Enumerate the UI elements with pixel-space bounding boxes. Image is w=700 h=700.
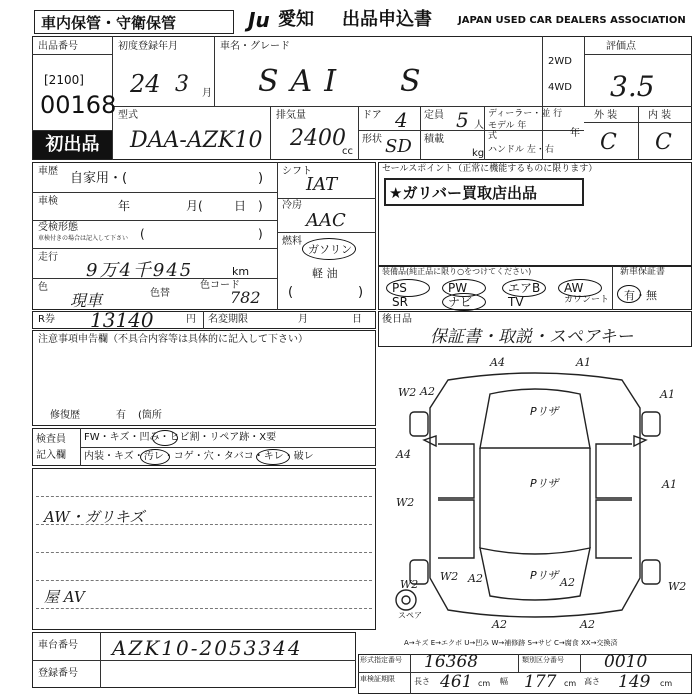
lot-label: 出品番号: [38, 41, 78, 52]
doors: 4: [395, 108, 408, 132]
inspection-year-unit: 年: [118, 199, 131, 213]
inspection-label: 車検: [38, 196, 58, 207]
damage-mark: A2: [420, 385, 435, 398]
model-year-label: モデル 年式: [488, 121, 527, 141]
inspection-close: ): [258, 199, 263, 213]
capacity-unit: 人: [474, 120, 484, 131]
vehicle-name-label: 車名・グレード: [220, 41, 290, 52]
first-reg-month: 3: [175, 72, 189, 97]
spec-type-label: 形式指定番号: [360, 656, 402, 664]
warranty-label: 新車保証書: [620, 267, 666, 277]
equipment-item: PW: [448, 281, 468, 295]
spec-dims-label: 車検証期限: [360, 675, 395, 683]
spec-width-label: 幅: [500, 677, 508, 686]
shape-label: 形状: [362, 134, 382, 145]
displacement-unit: cc: [342, 146, 353, 157]
diagram-spare-label: スペア: [398, 611, 422, 620]
association-name: JAPAN USED CAR DEALERS ASSOCIATION: [458, 15, 686, 26]
diagram-panel-note-1: Pリザ: [530, 405, 559, 418]
damage-mark: A4: [396, 448, 411, 461]
equipment-label: 装備品(純正品に限り○をつけてください): [382, 267, 532, 276]
lot-number: 00168: [40, 91, 117, 119]
deadline-month-unit: 月: [298, 314, 308, 325]
color-change-label: 色替: [150, 288, 170, 299]
grade-label: 評価点: [606, 41, 636, 52]
damage-mark: W2: [400, 578, 419, 591]
shape: SD: [385, 136, 412, 157]
inspector-row-2: 内装・キズ・汚レ・コゲ・穴・タバコ・キレ・破レ: [84, 451, 314, 462]
grade-interior-label: 内 装: [648, 110, 672, 121]
tobacco-circle: [256, 449, 290, 465]
spec-height-label: 高さ: [584, 677, 600, 686]
damage-mark: A2: [580, 618, 595, 631]
sales-point-banner: ★ガリバー買取店出品: [389, 184, 537, 202]
fuel-label: 燃料: [282, 236, 302, 247]
damage-mark: A2: [560, 576, 575, 589]
inspection-month-unit: 月(: [186, 199, 203, 213]
equipment-item: カワンート: [564, 295, 610, 305]
load-label: 積載: [424, 134, 444, 145]
inspector-label-1: 検査員: [36, 434, 66, 445]
damage-mark: A2: [492, 618, 507, 631]
damage-mark: A1: [662, 478, 677, 491]
capacity: 5: [456, 108, 469, 132]
deadline-day-unit: 日: [352, 314, 362, 325]
damage-mark: W2: [440, 570, 459, 583]
displacement-label: 排気量: [276, 110, 306, 121]
lot-session: [2100]: [44, 73, 84, 87]
first-reg-year: 24: [130, 70, 161, 98]
fuel-paren-close: ): [358, 285, 364, 300]
dent-circle: [152, 430, 178, 446]
spec-width-unit: cm: [564, 679, 577, 688]
deadline-label: 名変期限: [208, 314, 248, 325]
stain-circle: [140, 449, 170, 465]
first-listing-badge: 初出品: [33, 131, 112, 159]
equipment-item: ナビ: [448, 295, 473, 309]
color-code: 782: [230, 288, 261, 307]
ju-logo: Ju: [248, 8, 270, 32]
sales-point-banner-box: [384, 178, 584, 206]
accept-note: 車検付きの場合は記入して下さい: [38, 235, 129, 242]
spec-length: 461: [440, 672, 473, 692]
first-reg-label: 初度登録年月: [118, 41, 178, 52]
equipment-item: AW: [564, 281, 584, 295]
usage-label: 車歴: [38, 166, 58, 177]
spec-height: 149: [618, 672, 651, 692]
shift-value: IAT: [306, 174, 338, 195]
vehicle-name: SAI: [258, 64, 349, 99]
capacity-label: 定員: [424, 110, 444, 121]
remark-1: AW・ガリキズ: [44, 508, 145, 526]
ac-label: 冷房: [282, 200, 302, 211]
recycle-value: 13140: [90, 308, 154, 332]
inspection-day-unit: 日: [234, 199, 247, 213]
diagram-panel-note-2: Pリザ: [530, 477, 559, 490]
color-label: 色: [38, 282, 48, 293]
mileage-value: 9万4千945: [86, 260, 194, 281]
equipment-item: エアB: [508, 281, 541, 295]
mileage-label: 走行: [38, 252, 58, 263]
load-unit: kg: [472, 148, 485, 159]
brand-name: 愛知: [278, 9, 314, 30]
inspector-row-1: FW・キズ・凹み・ヒビ割・リペア跡・X要: [84, 432, 277, 443]
handle-label: ハンドル 左・右: [488, 145, 554, 155]
diagram-legend: A→キズ E→エクボ U→凹み W→補修跡 S→サビ C→腐食 XX→交換済: [404, 639, 618, 647]
vehicle-grade: S: [400, 64, 421, 99]
grade-exterior-label: 外 装: [594, 110, 618, 121]
recycle-label: R券: [38, 314, 55, 325]
equipment-item: SR: [392, 295, 408, 309]
spec-length-label: 長さ: [414, 677, 430, 686]
damage-mark: A1: [576, 356, 591, 369]
color-code-label: 色コード: [200, 280, 240, 291]
accept-close: ): [258, 227, 263, 241]
model-code: DAA-AZK10: [130, 128, 263, 153]
drive-2wd: 2WD: [548, 56, 572, 67]
accept-label: 受検形態: [38, 222, 78, 233]
ac-value: AAC: [306, 210, 346, 231]
spec-length-unit: cm: [478, 679, 491, 688]
spec-width: 177: [524, 672, 557, 692]
first-reg-month-unit: 月: [202, 88, 212, 99]
doors-label: ドア: [362, 110, 382, 121]
recycle-row: [32, 311, 376, 329]
notes-label: 注意事項申告欄（不具合内容等は具体的に記入して下さい）: [38, 334, 308, 345]
mileage-unit: km: [232, 265, 250, 278]
color-value: 現車: [70, 291, 103, 310]
displacement: 2400: [290, 126, 346, 151]
usage-value: 自家用・(: [70, 171, 128, 186]
spec-class: 0010: [604, 652, 648, 672]
storage-label: 車内保管・守衛保管: [41, 14, 177, 32]
dealer-label: ディーラー・並 行: [488, 109, 563, 119]
storage-label-box: [34, 10, 234, 34]
spec-type: 16368: [424, 652, 479, 672]
plate-label: 登録番号: [38, 668, 78, 679]
post-items-label: 後日品: [382, 314, 412, 325]
damage-mark: W2: [668, 580, 687, 593]
grade-score: 3.5: [610, 70, 655, 103]
sales-point-label: セールスポイント（正常に機能するものに限ります）: [382, 164, 598, 174]
warranty-value: 有・無: [624, 289, 657, 302]
damage-mark: W2: [398, 386, 417, 399]
diagram-panel-note-3: Pリザ: [530, 569, 559, 582]
warranty-circle: [617, 285, 641, 303]
damage-mark: A2: [468, 572, 483, 585]
spec-class-label: 類別区分番号: [522, 656, 564, 664]
fuel-petrol: ガソリン: [308, 243, 352, 256]
damage-mark: A1: [660, 388, 675, 401]
fuel-diesel: 軽 油: [312, 267, 338, 280]
repair-place: (箇所: [138, 410, 162, 421]
grade-exterior: C: [600, 130, 617, 155]
repair-have: 有: [116, 410, 126, 421]
model-year-unit: 年: [570, 128, 580, 139]
grade-interior: C: [655, 130, 672, 155]
inspector-label-2: 記入欄: [36, 450, 66, 461]
usage-close: ): [258, 171, 264, 186]
form-title: 出品申込書: [342, 9, 432, 30]
shift-label: シフト: [282, 166, 312, 177]
drive-4wd: 4WD: [548, 82, 572, 93]
remark-2: 屋 AV: [44, 588, 85, 606]
damage-mark: W2: [396, 496, 415, 509]
equipment-item: PS: [392, 281, 407, 295]
chassis-number: AZK10-2053344: [112, 636, 303, 660]
model-label: 型式: [118, 110, 138, 121]
post-items-value: 保証書・取説・スペアキー: [430, 327, 634, 347]
equipment-circle: [442, 293, 486, 311]
chassis-label: 車台番号: [38, 640, 78, 651]
equipment-item: TV: [508, 295, 524, 309]
recycle-unit: 円: [186, 314, 196, 325]
accept-open: (: [140, 227, 145, 241]
damage-mark: A4: [490, 356, 505, 369]
repair-label: 修復歴: [50, 410, 80, 421]
fuel-paren-open: (: [288, 285, 294, 300]
spec-height-unit: cm: [660, 679, 673, 688]
